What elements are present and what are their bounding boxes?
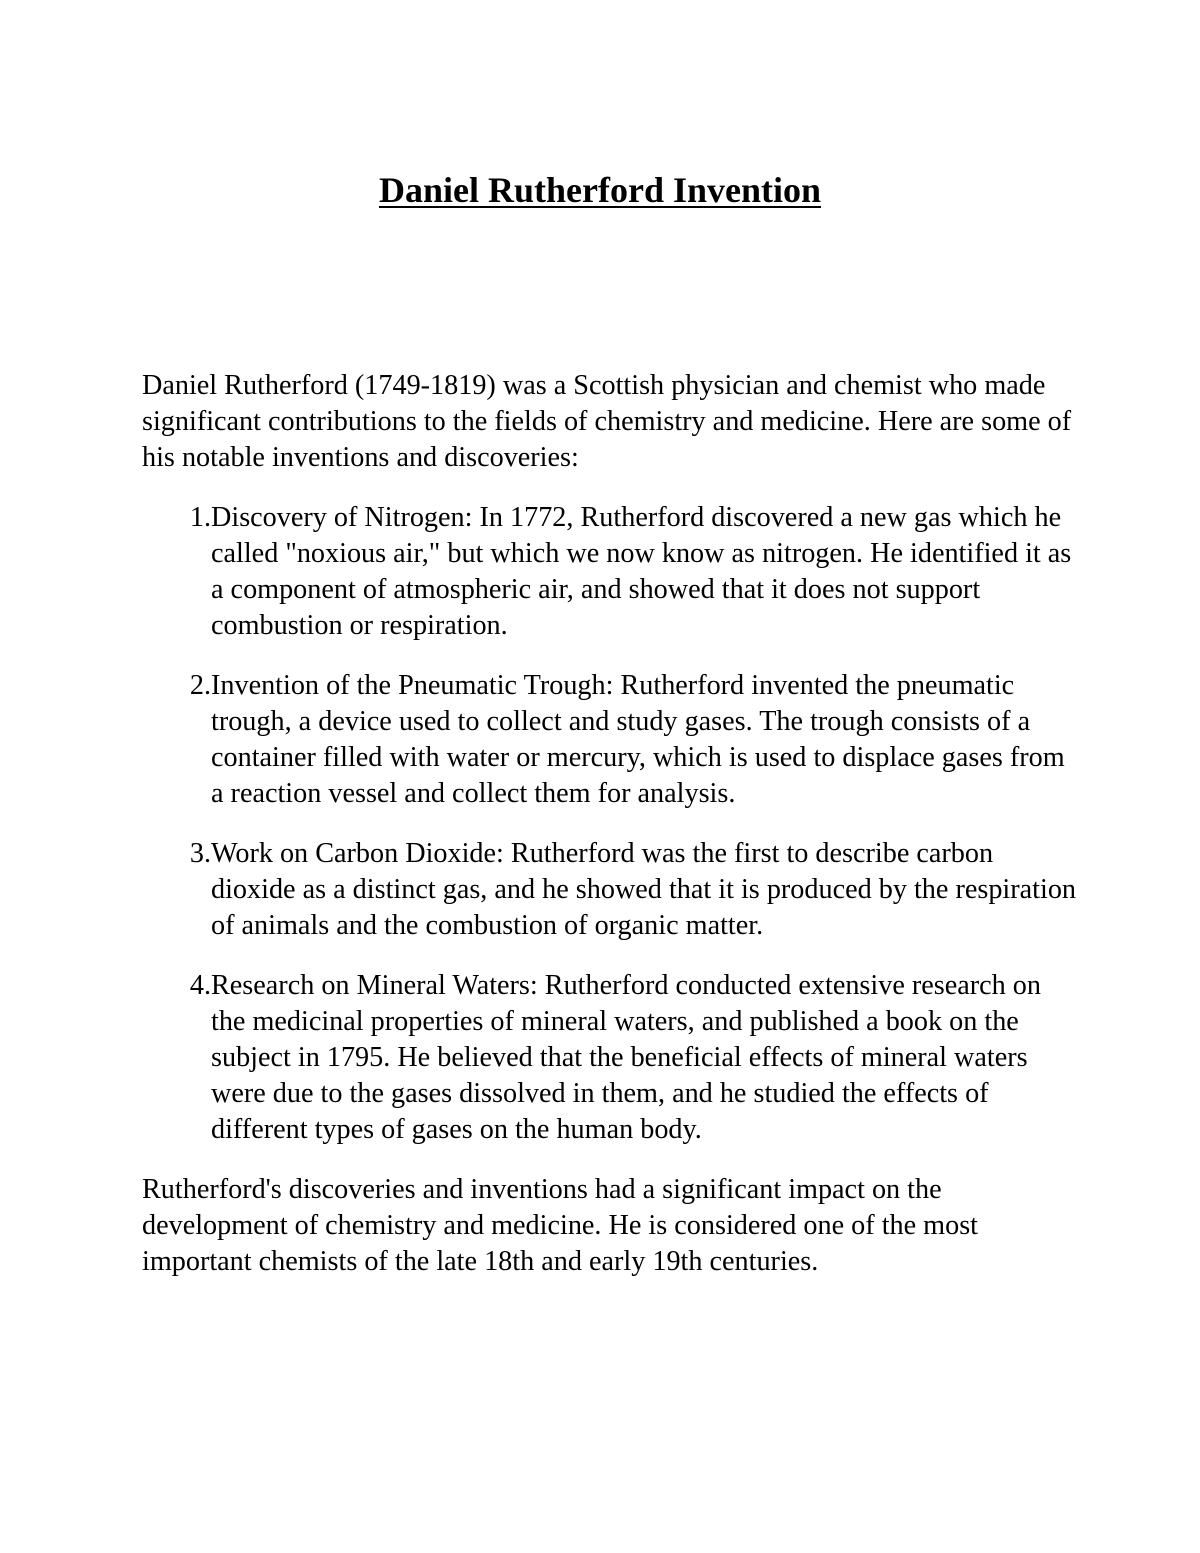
list-item-number: 3.	[189, 838, 211, 869]
inventions-list	[142, 500, 1082, 1148]
list-item-text: Work on Carbon Dioxide: Rutherford was the first to describe carbon dioxide as a distinct gas, and he showed that it is produced by the respiration of animals and the combustion of organic matter.	[211, 838, 1077, 941]
intro-paragraph: Daniel Rutherford (1749-1819) was a Scottish physician and chemist who made significant contributions to the fields of chemistry and medicine. Here are some of his notable inventions and discoveries:	[142, 370, 1072, 473]
list-item-text: Discovery of Nitrogen: In 1772, Rutherford discovered a new gas which he called "noxious air," but which we now know as nitrogen. He identified it as a component of atmospheric air, and showed that it does not support combustion or respiration.	[211, 502, 1072, 641]
list-item	[142, 500, 1082, 644]
conclusion-paragraph: Rutherford's discoveries and inventions had a significant impact on the development of chemistry and medicine. He is considered one of the most important chemists of the late 18th and early 19th centuries.	[142, 1174, 978, 1277]
document-body	[142, 368, 1082, 1280]
document-title: Daniel Rutherford Invention	[378, 170, 822, 210]
list-item-number: 2.	[189, 670, 211, 701]
list-item-text: Invention of the Pneumatic Trough: Rutherford invented the pneumatic trough, a device used to collect and study gases. The trough consists of a container filled with water or mercury, which is used to displace gases from a reaction vessel and collect them for analysis.	[211, 670, 1065, 809]
list-item	[142, 968, 1082, 1148]
list-item	[142, 836, 1082, 944]
list-item	[142, 668, 1082, 812]
list-item-number: 4.	[189, 970, 211, 1001]
list-item-number: 1.	[189, 502, 211, 533]
list-item-text: Research on Mineral Waters: Rutherford conducted extensive research on the medicinal properties of mineral waters, and published a book on the subject in 1795. He believed that the beneficial effects of mineral waters were due to the gases dissolved in them, and he studied the effects of different types of gases on the human body.	[211, 970, 1041, 1145]
